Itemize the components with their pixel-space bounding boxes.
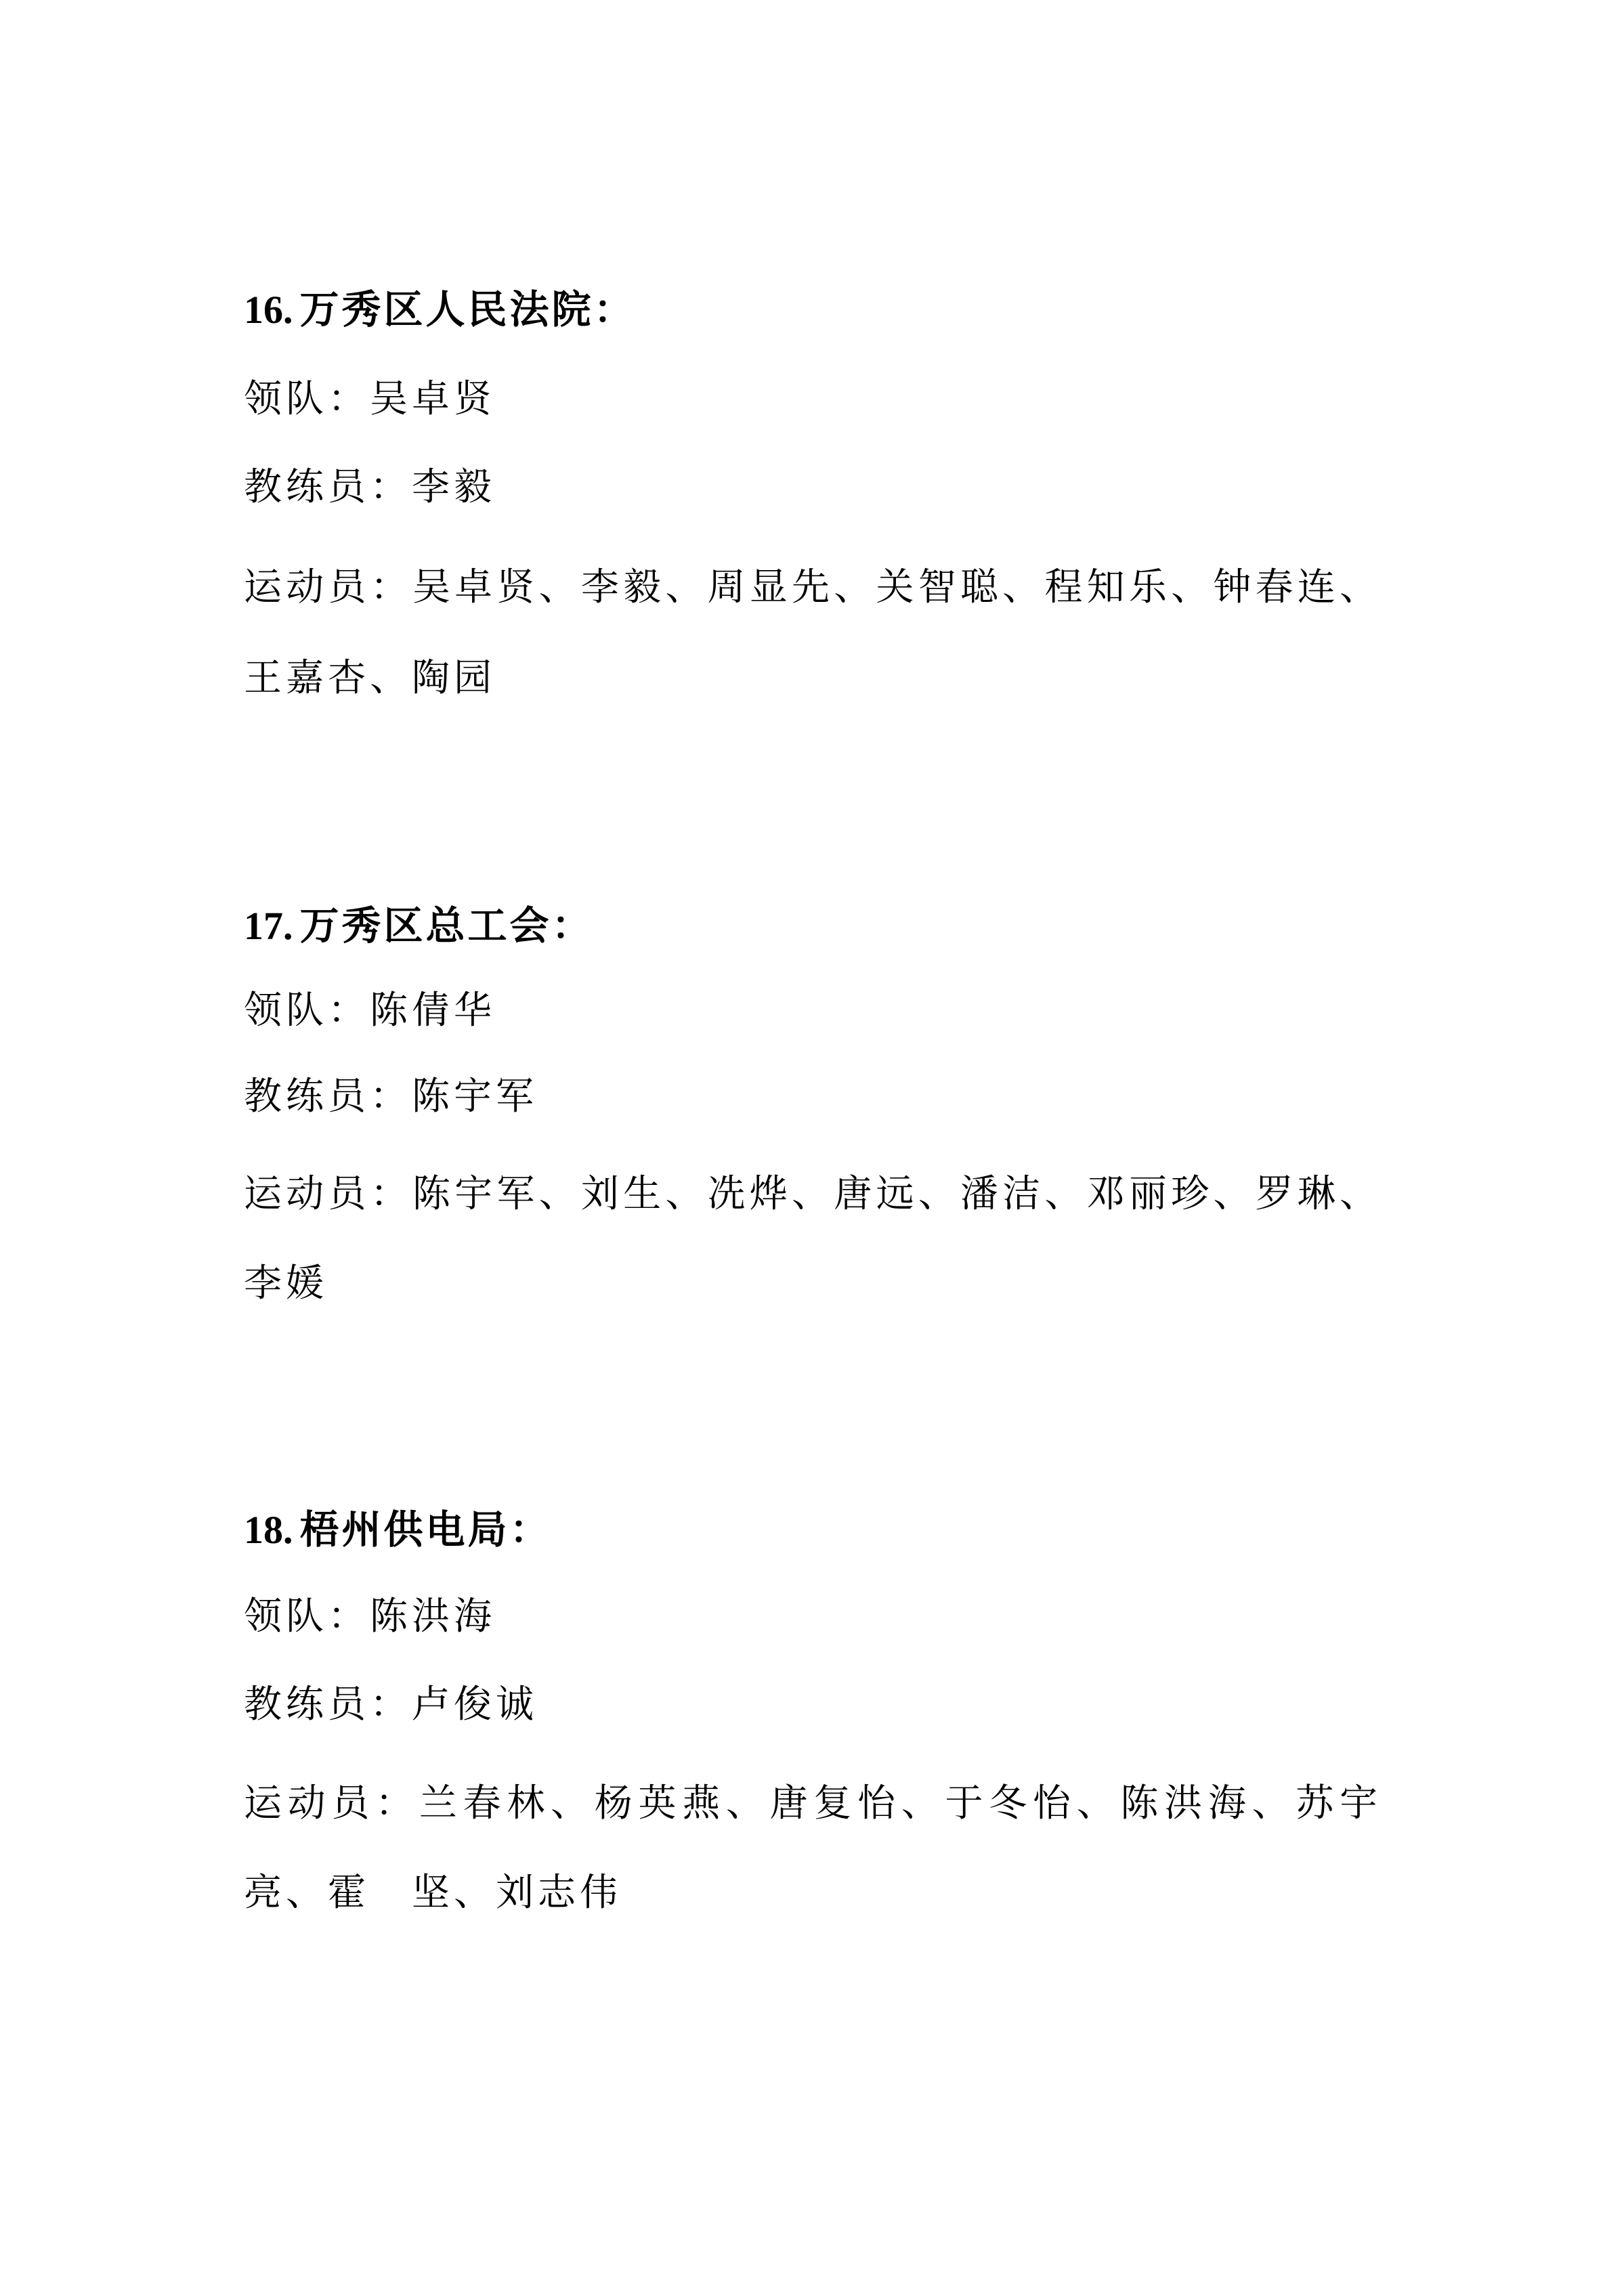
section-title: 梧州供电局： [299, 1508, 552, 1552]
coach-name: 李毅 [412, 467, 496, 508]
coach-label: 教练员： [244, 467, 412, 508]
athletes-line-1 [244, 1778, 1382, 1829]
coach-label: 教练员： [244, 1684, 412, 1726]
coach-line [244, 1679, 1382, 1731]
athletes-names: 亮、霍 坚、刘志伟 [244, 1872, 622, 1914]
leader-line [244, 374, 1382, 425]
athletes-names: 陈宇军、刘生、冼烨、唐远、潘洁、邓丽珍、罗琳、 [412, 1173, 1382, 1215]
leader-name: 陈洪海 [370, 1596, 496, 1638]
athletes-names: 王嘉杏、陶园 [244, 657, 496, 699]
leader-label: 领队： [244, 378, 370, 420]
coach-line [244, 1071, 1382, 1123]
leader-label: 领队： [244, 990, 370, 1032]
athletes-label: 运动员： [244, 1173, 412, 1215]
coach-line [244, 462, 1382, 513]
leader-name: 吴卓贤 [370, 378, 496, 420]
coach-name: 卢俊诚 [412, 1684, 538, 1726]
athletes-line-2 [244, 1867, 1382, 1919]
section-title: 万秀区人民法院： [299, 288, 636, 332]
athletes-names: 兰春林、杨英燕、唐复怡、于冬怡、陈洪海、苏宇 [419, 1783, 1382, 1825]
athletes-label: 运动员： [244, 1783, 419, 1825]
leader-label: 领队： [244, 1596, 370, 1638]
coach-name: 陈宇军 [412, 1076, 538, 1118]
section-heading [244, 901, 1382, 952]
section-number: 17. [244, 904, 293, 948]
athletes-names: 吴卓贤、李毅、周显先、关智聪、程知乐、钟春连、 [412, 567, 1382, 609]
coach-label: 教练员： [244, 1076, 412, 1118]
leader-line [244, 985, 1382, 1037]
athletes-line-2 [244, 653, 1382, 704]
leader-line [244, 1591, 1382, 1643]
athletes-line-1 [244, 1169, 1382, 1220]
athletes-label: 运动员： [244, 567, 412, 609]
athletes-names: 李媛 [244, 1263, 328, 1305]
leader-name: 陈倩华 [370, 990, 496, 1032]
section-heading [244, 284, 1382, 336]
section-heading [244, 1504, 1382, 1556]
athletes-line-2 [244, 1258, 1382, 1309]
athletes-line-1 [244, 562, 1382, 613]
section-number: 18. [244, 1508, 293, 1552]
section-number: 16. [244, 288, 293, 332]
section-title: 万秀区总工会： [299, 904, 594, 948]
